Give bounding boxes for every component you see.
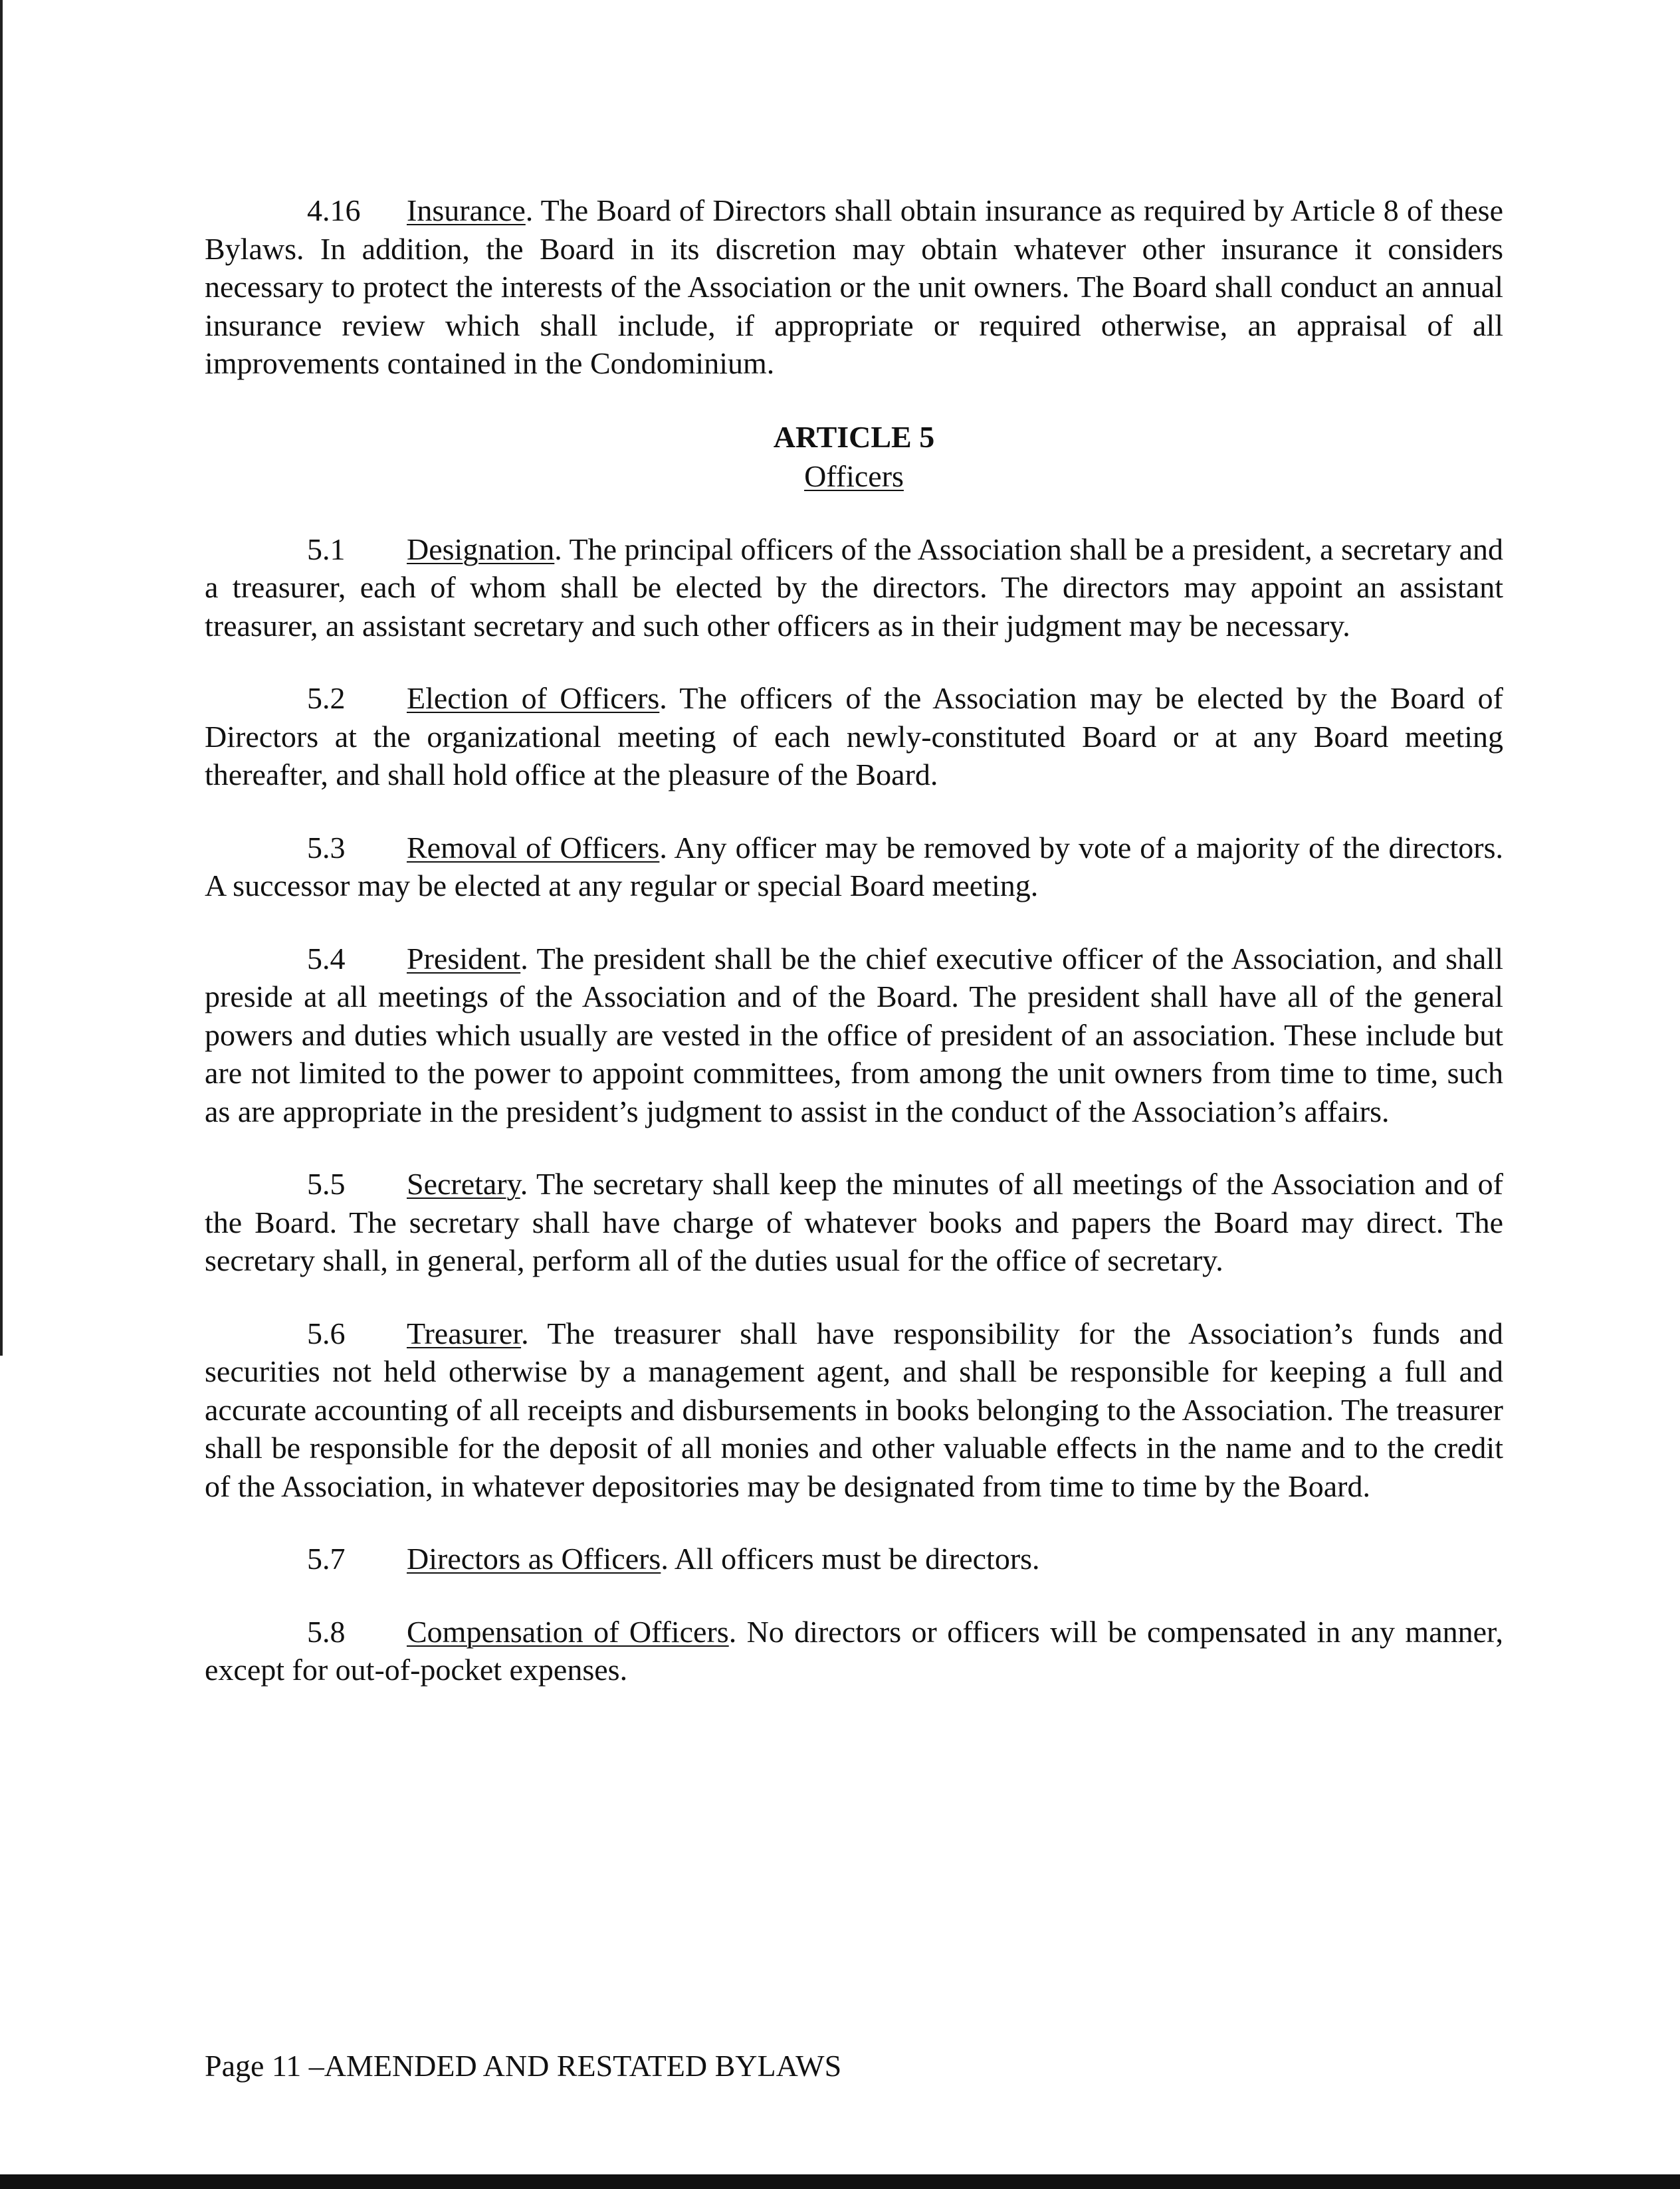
section-number: 5.7	[307, 1542, 346, 1576]
section-number: 5.8	[307, 1614, 346, 1649]
section-number: 5.4	[307, 941, 346, 976]
article-heading	[205, 417, 1503, 496]
section-text: . The principal officers of the Association shall be a president, a secretary and a treasurer, each of whom shall be elected by the directors. The directors may appoint an assistant treasurer, an assistant secretary and such other officers as in their judgment may be necessary.	[205, 532, 1503, 643]
section-title: Insurance	[407, 193, 526, 227]
section-title: Election of Officers	[407, 681, 660, 715]
section-5-7	[205, 1540, 1503, 1578]
document-body	[205, 191, 1503, 1689]
section-text: . All officers must be directors.	[661, 1542, 1040, 1576]
section-text: . The secretary shall keep the minutes of all meetings of the Association and of the Board. The secretary shall have charge of whatever books and papers the Board may direct. The secretary shall, in general, perform all of the duties usual for the office of secretary.	[205, 1167, 1503, 1277]
scan-bottom-edge	[0, 2174, 1680, 2189]
section-text: . Any officer may be removed by vote of a majority of the directors. A successor may be elected at any regular or special Board meeting.	[205, 830, 1503, 902]
section-number: 5.3	[307, 830, 346, 865]
section-title: President	[407, 941, 521, 976]
article-title: Officers	[804, 459, 904, 493]
section-4-16	[205, 191, 1503, 383]
section-number: 5.1	[307, 532, 346, 566]
section-title: Designation	[407, 532, 555, 566]
section-5-3	[205, 829, 1503, 905]
section-text: . The officers of the Association may be elected by the Board of Directors at the organizational meeting of each newly-constituted Board or at any Board meeting thereafter, and shall hold office at the pleasure of the Board.	[205, 681, 1503, 791]
section-5-8	[205, 1613, 1503, 1689]
section-text: . The Board of Directors shall obtain insurance as required by Article 8 of these Bylaws. In addition, the Board in its discretion may obtain whatever other insurance it considers necessary to protect the interests of the Association or the unit owners. The Board shall conduct an annual insurance review which shall include, if appropriate or required otherwise, an appraisal of all improvements contained in the Condominium.	[205, 193, 1503, 380]
section-5-4	[205, 940, 1503, 1131]
section-title: Removal of Officers	[407, 830, 660, 865]
section-number: 5.2	[307, 681, 346, 715]
section-number: 5.6	[307, 1316, 346, 1350]
section-text: . The treasurer shall have responsibility for the Association’s funds and securities not held otherwise by a management agent, and shall be responsible for keeping a full and accurate accounting of all receipts and disbursements in books belonging to the Association. The treasurer shall be responsible for the deposit of all monies and other valuable effects in the name and to the credit of the Association, in whatever depositories may be designated from time to time by the Board.	[205, 1316, 1503, 1503]
article-number: ARTICLE 5	[773, 419, 935, 454]
section-title: Treasurer	[407, 1316, 522, 1350]
section-5-1	[205, 530, 1503, 645]
page-footer: Page 11 –AMENDED AND RESTATED BYLAWS	[205, 2049, 842, 2083]
section-5-6	[205, 1314, 1503, 1506]
section-text: . The president shall be the chief executive officer of the Association, and shall preside at all meetings of the Association and of the Board. The president shall have all of the general powers and duties which usually are vested in the office of president of an association. These include but are not limited to the power to appoint committees, from among the unit owners from time to time, such as are appropriate in the president’s judgment to assist in the conduct of the Association’s affairs.	[205, 941, 1503, 1128]
section-number: 4.16	[307, 193, 361, 227]
section-5-5	[205, 1165, 1503, 1280]
section-text: . No directors or officers will be compensated in any manner, except for out-of-pocket expenses.	[205, 1614, 1503, 1687]
scan-left-edge	[0, 0, 3, 1356]
section-title: Directors as Officers	[407, 1542, 661, 1576]
section-number: 5.5	[307, 1167, 346, 1201]
section-5-2	[205, 679, 1503, 794]
section-title: Compensation of Officers	[407, 1614, 729, 1649]
section-title: Secretary	[407, 1167, 520, 1201]
